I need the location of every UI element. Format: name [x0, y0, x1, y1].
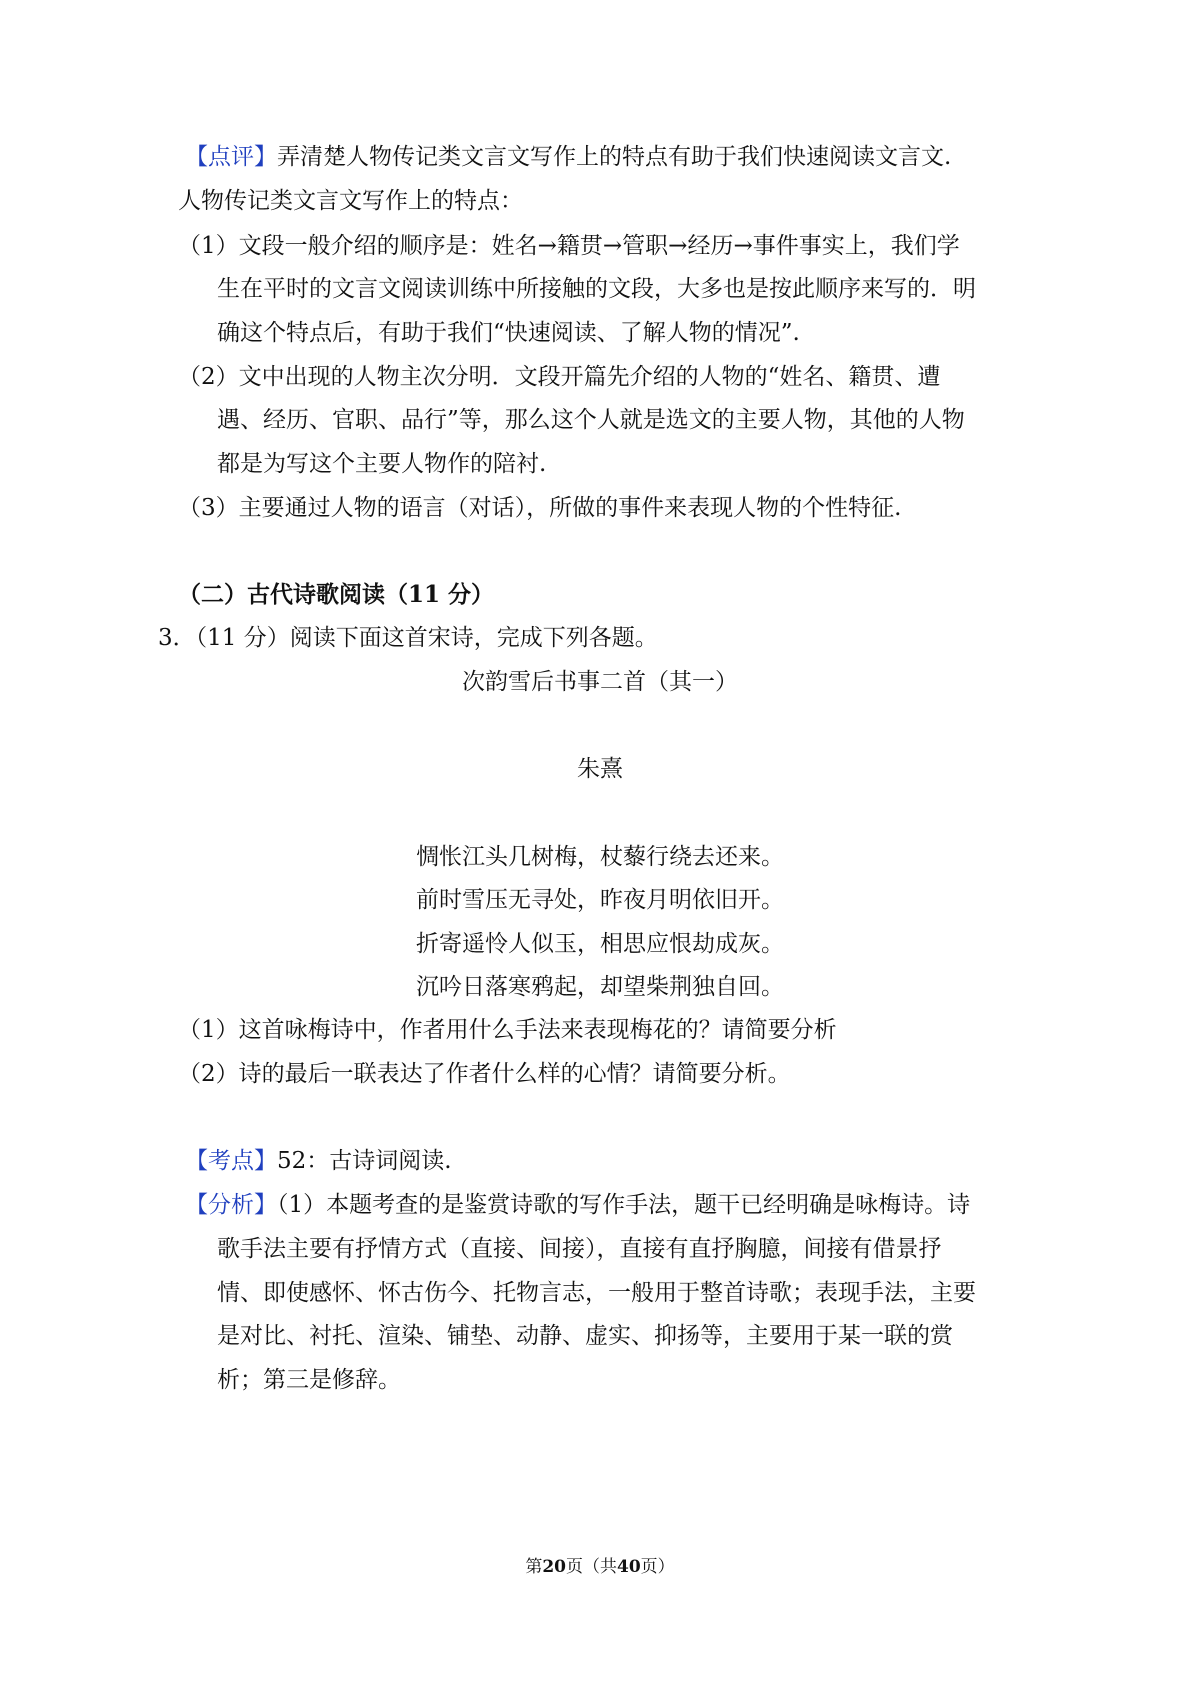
comment-intro-text: 弄清楚人物传记类文言文写作上的特点有助于我们快速阅读文言文.: [277, 144, 952, 170]
fenxi-line1-text: （1）本题考查的是鉴赏诗歌的写作手法，题干已经明确是咏梅诗。诗: [277, 1192, 971, 1218]
footer-suffix: 页）: [640, 1557, 675, 1577]
comment-tag: 【点评】: [185, 144, 277, 170]
question-stem-text: （11 分）阅读下面这首宋诗，完成下列各题。: [195, 625, 658, 651]
fenxi-line3: 情、即使感怀、怀古伤今、托物言志，一般用于整首诗歌；表现手法，主要: [217, 1280, 976, 1306]
sub-question-2: （2）诗的最后一联表达了作者什么样的心情？请简要分析。: [178, 1061, 791, 1087]
kaodian: [185, 1146, 452, 1176]
fenxi-line2: 歌手法主要有抒情方式（直接、间接），直接有直抒胸臆，间接有借景抒: [217, 1236, 942, 1262]
sub-question-1: （1）这首咏梅诗中，作者用什么手法来表现梅花的？请简要分析: [178, 1017, 837, 1043]
question-stem: [158, 623, 658, 653]
poem-line-4: 沉吟日落寒鸦起，却望柴荆独自回。: [416, 974, 784, 1000]
footer-total-pages: 40: [617, 1557, 641, 1577]
poem-author: 朱熹: [577, 756, 623, 782]
kaodian-tag: 【考点】: [185, 1148, 277, 1174]
point1-line3: 确这个特点后，有助于我们“快速阅读、了解人物的情况”.: [217, 320, 800, 346]
kaodian-text: 52：古诗词阅读.: [277, 1148, 452, 1174]
point2-line2: 遇、经历、官职、品行”等，那么这个人就是选文的主要人物，其他的人物: [217, 407, 965, 433]
footer-middle: 页（共: [566, 1557, 617, 1577]
section-title: （二）古代诗歌阅读（11 分）: [178, 581, 495, 608]
comment-intro: [185, 142, 951, 172]
fenxi-line1: [185, 1190, 970, 1220]
fenxi-tag: 【分析】: [185, 1192, 277, 1218]
fenxi-line5: 析；第三是修辞。: [217, 1367, 401, 1393]
page-footer: [0, 1556, 1200, 1578]
footer-prefix: 第: [525, 1557, 543, 1577]
point3-line: （3）主要通过人物的语言（对话），所做的事件来表现人物的个性特征.: [178, 495, 902, 521]
poem-title: 次韵雪后书事二首（其一）: [462, 669, 738, 695]
poem-line-2: 前时雪压无寻处，昨夜月明依旧开。: [416, 887, 784, 913]
point1-line2: 生在平时的文言文阅读训练中所接触的文段，大多也是按此顺序来写的．明: [217, 276, 976, 302]
point2-line3: 都是为写这个主要人物作的陪衬.: [217, 451, 547, 477]
comment-heading: 人物传记类文言文写作上的特点：: [178, 188, 523, 214]
poem-line-1: 惆怅江头几树梅，杖藜行绕去还来。: [416, 844, 784, 870]
point1-line1: （1）文段一般介绍的顺序是：姓名→籍贯→管职→经历→事件事实上，我们学: [178, 233, 960, 259]
question-number: 3．: [158, 625, 196, 651]
point2-line1: （2）文中出现的人物主次分明．文段开篇先介绍的人物的“姓名、籍贯、遭: [178, 364, 941, 390]
fenxi-line4: 是对比、衬托、渲染、铺垫、动静、虚实、抑扬等，主要用于某一联的赏: [217, 1323, 953, 1349]
poem-line-3: 折寄遥怜人似玉，相思应恨劫成灰。: [416, 931, 784, 957]
footer-page-number: 20: [542, 1557, 566, 1577]
